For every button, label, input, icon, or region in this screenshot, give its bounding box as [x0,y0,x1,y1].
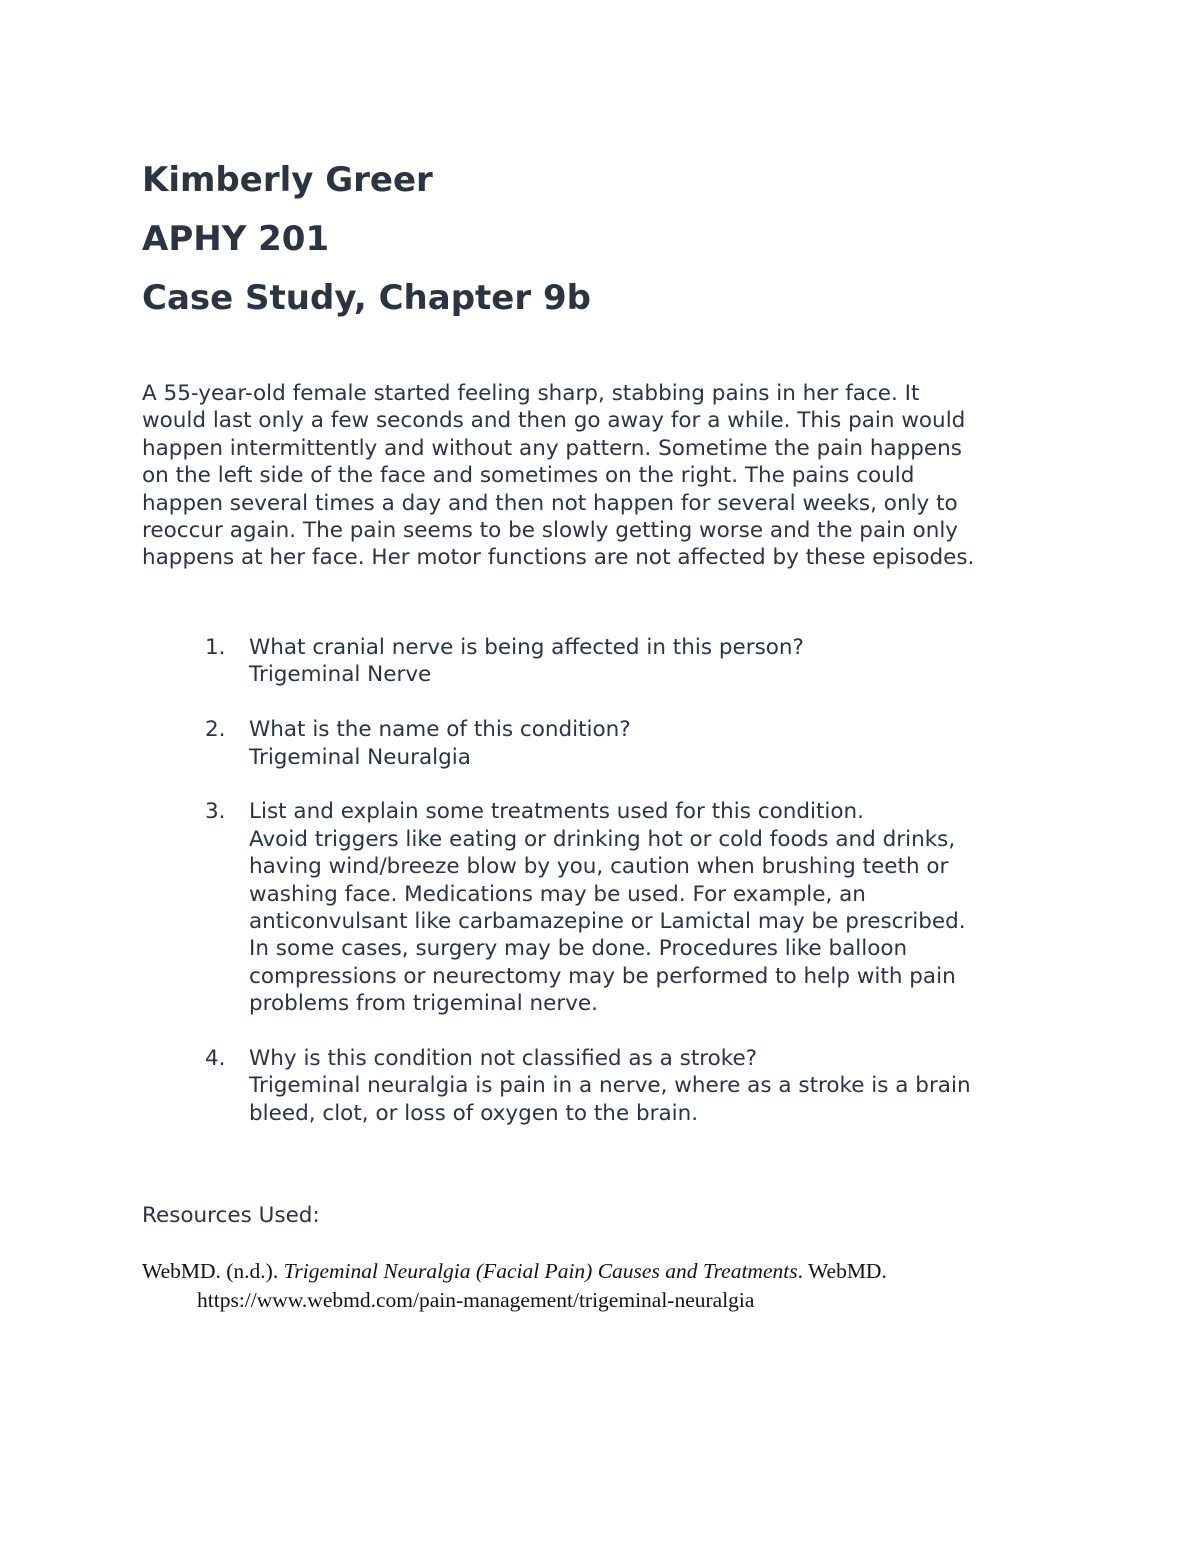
citation-url: https://www.webmd.com/pain-management/trigeminal-neuralgia [197,1288,755,1312]
answer-text: Trigeminal Neuralgia [249,744,471,770]
question-text: What is the name of this condition? [249,717,631,743]
case-description: A 55-year-old female started feeling sharp, stabbing pains in her face. It would last only a few seconds and then go away for a while. This pain would happen intermittently and without any pattern. Sometime the pain happens on the left side of the face and sometimes on the right. The pains could happen several times a day and then not happen for several weeks, only to reoccur again. The pain seems to be slowly getting worse and the pain only happens at her face. Her motor functions are not affected by these episodes. [142,381,975,571]
question-item [205,1045,1085,1127]
answer-text: Trigeminal neuralgia is pain in a nerve, where as a stroke is a brain bleed, clot, or loss of oxygen to the brain. [249,1073,971,1126]
question-text: List and explain some treatments used for this condition. [249,799,864,825]
answer-text: Avoid triggers like eating or drinking hot or cold foods and drinks, having wind/breeze blow by you, caution when brushing teeth or washing face. Medications may be used. For example, an anticonvulsant like carbamazepine or Lamictal may be prescribed. In some cases, surgery may be done. Procedures like balloon compressions or neurectomy may be performed to help with pain problems from trigeminal nerve. [249,826,966,1017]
citation-suffix: . WebMD. [797,1259,887,1283]
question-item [205,798,1085,1017]
question-item [205,634,1085,689]
question-item [205,716,1085,771]
question-number: 1. [205,635,226,660]
question-number: 4. [205,1046,226,1072]
question-text: Why is this condition not classified as a stroke? [249,1046,758,1072]
resources-heading: Resources Used: [142,1203,320,1228]
answer-text: Trigeminal Nerve [249,662,432,688]
author-name: Kimberly Greer [142,160,433,200]
document-title: Case Study, Chapter 9b [142,278,591,318]
question-number: 3. [205,799,226,825]
citation-prefix: WebMD. (n.d.). [142,1259,284,1283]
citation [142,1257,1042,1315]
question-number: 2. [205,717,226,743]
question-list [205,634,1085,1127]
citation-title: Trigeminal Neuralgia (Facial Pain) Causes and Treatments [283,1259,798,1283]
course-code: APHY 201 [142,219,330,259]
question-text: What cranial nerve is being affected in this person? [249,635,804,660]
